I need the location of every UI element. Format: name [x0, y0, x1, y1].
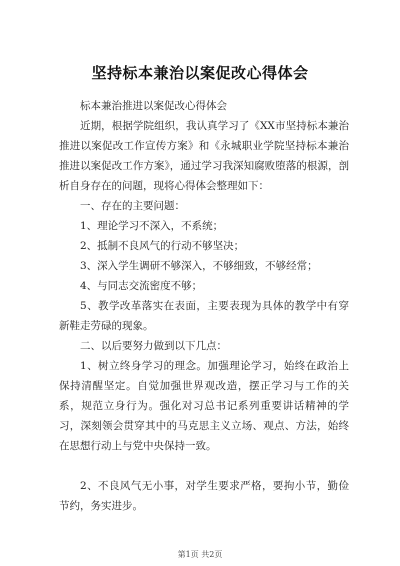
problem-item-1: 1、理论学习不深入，不系统； — [80, 220, 224, 232]
effort-item-1: 1、树立终身学习的理念。加强理论学习，始终在政治上保持清醒坚定。自觉加强世界观改造，摆正学习与工作的关系，规范立身行为。强化对习总书记系列重要讲话精神的学习，深刻领会贯穿其中的马克思主义立场、观点、方法，始终在思想行动上与党中央保持一致。 — [59, 360, 349, 452]
problem-item-3: 3、深入学生调研不够深入，不够细致，不够经常； — [80, 260, 318, 272]
section-heading-problems: 一、存在的主要问题： — [80, 200, 185, 212]
problem-item-4: 4、与同志交流密度不够； — [80, 280, 203, 292]
document-title: 坚持标本兼治以案促改心得体会 — [91, 64, 309, 82]
problem-item-5: 5、教学改革落实在表面，主要表现为具体的教学中有穿新鞋走劳碌的现象。 — [59, 300, 349, 332]
section-heading-efforts: 二、以后要努力做到以下几点： — [80, 340, 227, 352]
page-footer: 第1页 共2页 — [177, 550, 223, 559]
subtitle-paragraph: 标本兼治推进以案促改心得体会 — [80, 100, 227, 112]
effort-item-2: 2、不良风气无小事，对学生要求严格，要拘小节，勤俭节约，务实进步。 — [59, 480, 349, 512]
intro-paragraph: 近期，根据学院组织，我认真学习了《XX市坚持标本兼治推进以案促改工作宣传方案》和《永城职业学院坚持标本兼治推进以案促改工作方案》，通过学习我深知腐败堕落的根源，剖析自身存在的问题，现将心得体会整理如下： — [59, 120, 349, 192]
problem-item-2: 2、抵制不良风气的行动不够坚决； — [80, 240, 245, 252]
